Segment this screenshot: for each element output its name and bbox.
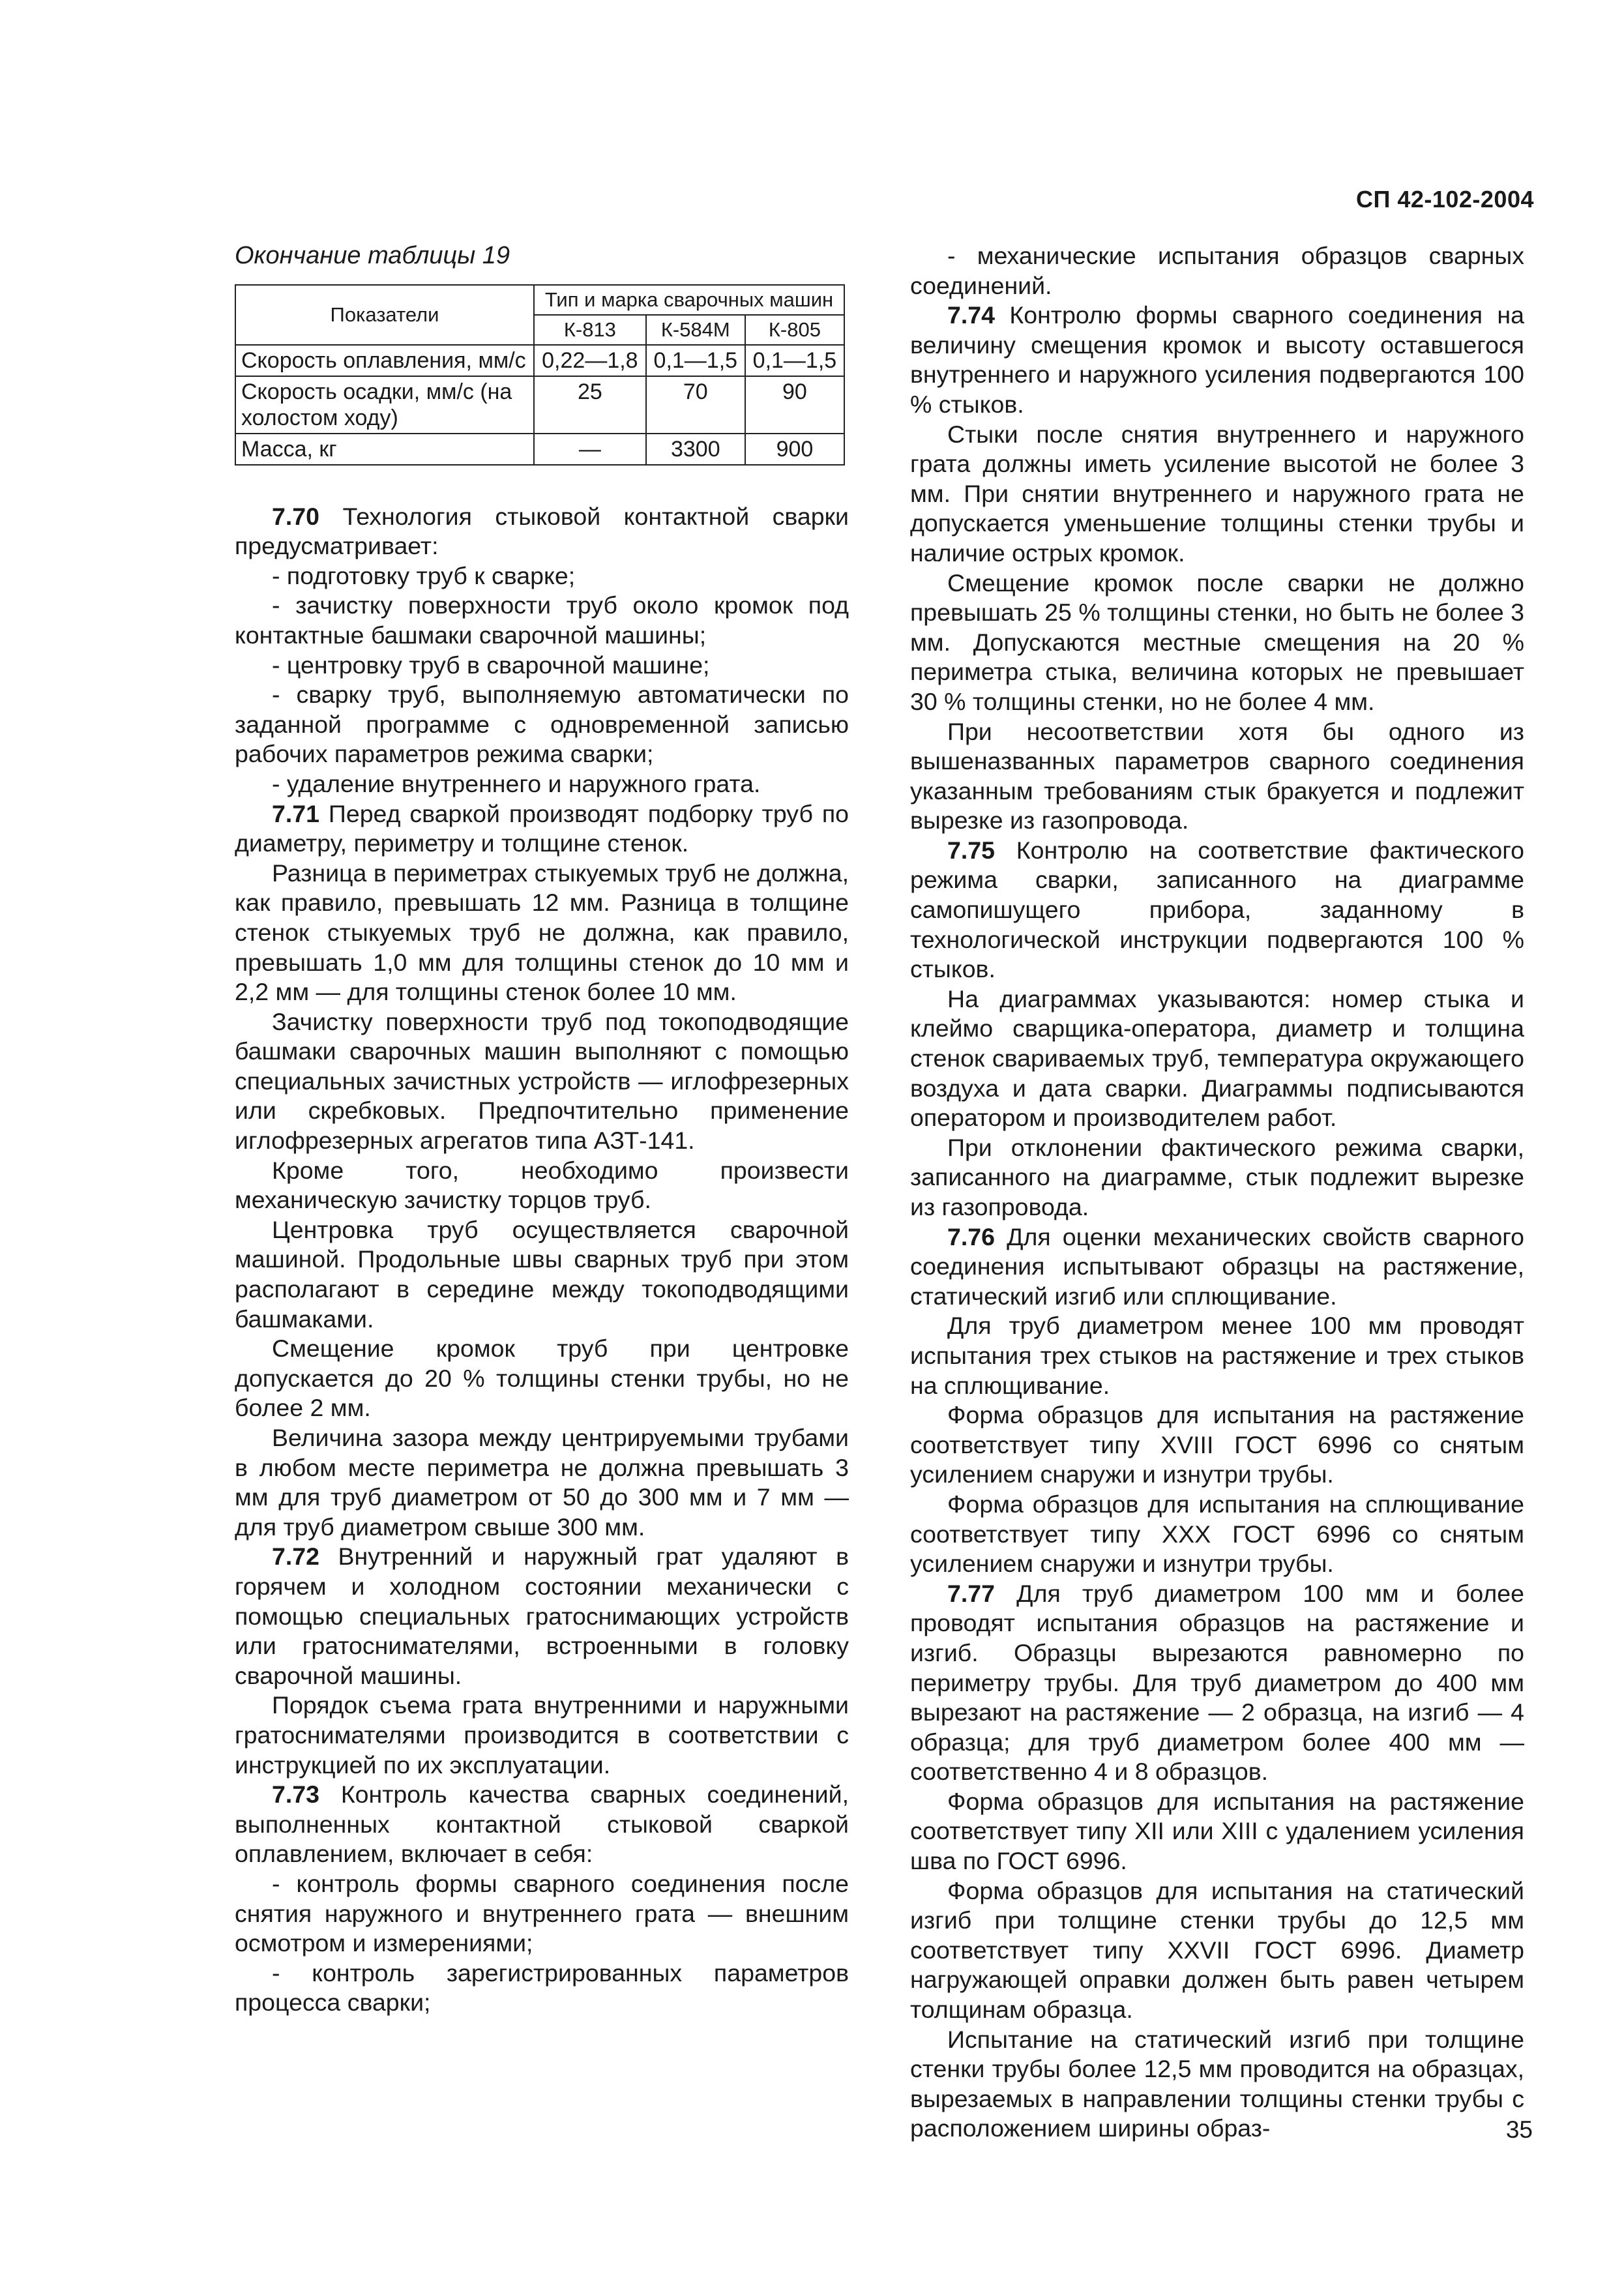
paragraph: Смещение кромок после сварки не должно превышать 25 % толщины стенки, но быть не более 3 мм. Допускаются местные смещения на 20 % периметра стыка, величина которых не превышает 30 % толщины стенки, но не более 4 мм. (910, 569, 1524, 715)
table-caption: Окончание таблицы 19 (235, 242, 510, 269)
page-number: 35 (1505, 2116, 1533, 2143)
row-value: 90 (745, 376, 844, 434)
row-value: — (534, 434, 646, 465)
row-value: 0,22—1,8 (534, 345, 646, 376)
clause-number: 7.77 (947, 1579, 995, 1607)
paragraph: При отклонении фактического режима сварки, записанного на диаграмме, стык подлежит вырезке из газопровода. (910, 1133, 1524, 1220)
document-code: СП 42-102-2004 (1355, 186, 1534, 213)
machines-table (235, 284, 845, 466)
paragraph: Форма образцов для испытания на растяжение соответствует типу XVIII ГОСТ 6996 со снятым усилением снаружи и изнутри трубы. (910, 1401, 1524, 1488)
paragraph: Смещение кромок труб при центровке допускается до 20 % толщины стенки трубы, но не более 2 мм. (235, 1335, 849, 1422)
list-item: - центровку труб в сварочной машине; (272, 651, 710, 679)
header-model: К-805 (745, 315, 844, 345)
paragraph: Зачистку поверхности труб под токоподводящие башмаки сварочных машин выполняют с помощью специальных зачистных устройств — иглофрезерных или скребковых. Предпочтительно применение иглофрезерных агрегатов типа АЗТ-141. (235, 1007, 849, 1155)
list-item: - контроль формы сварного соединения после снятия наружного и внутреннего грата — внешним осмотром и измерениями; (235, 1869, 849, 1957)
clause-7-71 (235, 799, 849, 859)
clause-text: Контролю формы сварного соединения на величину смещения кромок и высоту оставшегося внутреннего и наружного усиления подвергаются 100 % стыков. (910, 301, 1524, 418)
row-label: Скорость оплавления, мм/с (235, 345, 534, 376)
row-label: Масса, кг (235, 434, 534, 465)
row-value: 70 (646, 376, 745, 434)
row-value: 25 (534, 376, 646, 434)
paragraph: При несоответствии хотя бы одного из вышеназванных параметров сварного соединения указанным требованиям стык бракуется и подлежит вырезке из газопровода. (910, 717, 1524, 835)
list-item: - контроль зарегистрированных параметров процесса сварки; (235, 1958, 849, 2017)
table-row (235, 345, 844, 376)
clause-text: Перед сваркой производят подборку труб по диаметру, периметру и толщине стенок. (235, 799, 849, 857)
header-model: К-813 (534, 315, 646, 345)
header-indicators: Показатели (235, 285, 534, 345)
paragraph: Форма образцов для испытания на сплющивание соответствует типу XXX ГОСТ 6996 со снятым усилением снаружи и изнутри трубы. (910, 1490, 1524, 1578)
table-row (235, 376, 844, 434)
header-machines: Тип и марка сварочных машин (534, 285, 844, 315)
clause-text: Технология стыковой контактной сварки предусматривает: (235, 502, 849, 560)
list-item: - подготовку труб к сварке; (272, 561, 576, 589)
list-item: - механические испытания образцов сварных соединений. (910, 242, 1524, 299)
paragraph: Форма образцов для испытания на растяжение соответствует типу XII или XIII с удалением усиления шва по ГОСТ 6996. (910, 1787, 1524, 1875)
clause-number: 7.75 (947, 836, 995, 864)
row-value: 900 (745, 434, 844, 465)
paragraph: Разница в периметрах стыкуемых труб не должна, как правило, превышать 12 мм. Разница в толщине стенок стыкуемых труб не должна, как правило, превышать 1,0 мм для толщины стенок до 10 мм и 2,2 мм — для толщины стенок более 10 мм. (235, 859, 849, 1006)
paragraph: Форма образцов для испытания на статический изгиб при толщине стенки трубы до 12,5 мм соответствует типу XXVII ГОСТ 6996. Диаметр нагружающей оправки должен быть равен четырем толщинам образца. (910, 1876, 1524, 2024)
clause-number: 7.70 (272, 502, 319, 530)
table-row (235, 434, 844, 465)
paragraph: На диаграммах указываются: номер стыка и клеймо сварщика-оператора, диаметр и толщина стенок свариваемых труб, температура окружающего воздуха и дата сварки. Диаграммы подписываются оператором и производителем работ. (910, 984, 1524, 1132)
list-item: - сварку труб, выполняемую автоматически по заданной программе с одновременной записью рабочих параметров режима сварки; (235, 681, 849, 768)
clause-text: Для труб диаметром 100 мм и более проводят испытания образцов на растяжение и изгиб. Образцы вырезаются равномерно по периметру трубы. Для труб диаметром до 400 мм вырезают на растяжение — 2 образца, на изгиб — 4 образца; для труб диаметром более 400 мм — соответственно 4 и 8 образцов. (910, 1579, 1524, 1786)
clause-7-76 (910, 1222, 1524, 1312)
clause-7-74 (910, 301, 1524, 419)
row-value: 0,1—1,5 (646, 345, 745, 376)
paragraph: Порядок съема грата внутренними и наружными гратоснимателями производится в соответствии с инструкцией по их эксплуатации. (235, 1691, 849, 1779)
list-item: - удаление внутреннего и наружного грата. (272, 769, 761, 797)
clause-text: Контролю на соответствие фактического режима сварки, записанного на диаграмме самопишущего прибора, заданному в технологической инструкции подвергаются 100 % стыков. (910, 836, 1524, 983)
table-header-row (235, 285, 844, 315)
clause-text: Для оценки механических свойств сварного соединения испытывают образцы на растяжение, статический изгиб или сплющивание. (910, 1222, 1524, 1310)
paragraph: Для труб диаметром менее 100 мм проводят испытания трех стыков на растяжение и трех стыков на сплющивание. (910, 1312, 1524, 1399)
clause-number: 7.72 (272, 1543, 319, 1571)
paragraph: Центровка труб осуществляется сварочной машиной. Продольные швы сварных труб при этом располагают в середине между токоподводящими башмаками. (235, 1215, 849, 1333)
clause-7-75 (910, 836, 1524, 984)
clause-number: 7.74 (947, 301, 995, 329)
paragraph: Стыки после снятия внутреннего и наружного грата должны иметь усиление высотой не более 3 мм. При снятии внутреннего и наружного грата не допускается уменьшение толщины стенки трубы и наличие острых кромок. (910, 420, 1524, 567)
clause-number: 7.71 (272, 799, 319, 827)
row-label: Скорость осадки, мм/с (на холостом ходу) (235, 376, 534, 434)
row-value: 3300 (646, 434, 745, 465)
clause-7-77 (910, 1579, 1524, 1787)
clause-number: 7.73 (272, 1781, 319, 1809)
paragraph: Величина зазора между центрируемыми трубами в любом месте периметра не должна превышать 3 мм для труб диаметром от 50 до 300 мм и 7 мм — для труб диаметром свыше 300 мм. (235, 1424, 849, 1541)
clause-number: 7.76 (947, 1222, 995, 1250)
clause-7-73 (235, 1780, 849, 1869)
row-value: 0,1—1,5 (745, 345, 844, 376)
header-model: К-584М (646, 315, 745, 345)
paragraph: Испытание на статический изгиб при толщине стенки трубы более 12,5 мм проводится на образцах, вырезаемых в направлении толщины стенки трубы с расположением ширины образ- (910, 2025, 1524, 2142)
left-column (235, 241, 849, 2018)
clause-7-72 (235, 1542, 849, 1691)
clause-7-70 (235, 502, 849, 561)
right-column (910, 241, 1524, 2144)
clause-text: Контроль качества сварных соединений, выполненных контактной стыковой сваркой оплавлением, включает в себя: (235, 1781, 849, 1868)
paragraph: Кроме того, необходимо произвести механическую зачистку торцов труб. (235, 1156, 849, 1214)
list-item: - зачистку поверхности труб около кромок под контактные башмаки сварочной машины; (235, 591, 849, 649)
clause-text: Внутренний и наружный грат удаляют в горячем и холодном состоянии механически с помощью специальных гратоснимающих устройств или гратоснимателями, встроенными в головку сварочной машины. (235, 1543, 849, 1689)
